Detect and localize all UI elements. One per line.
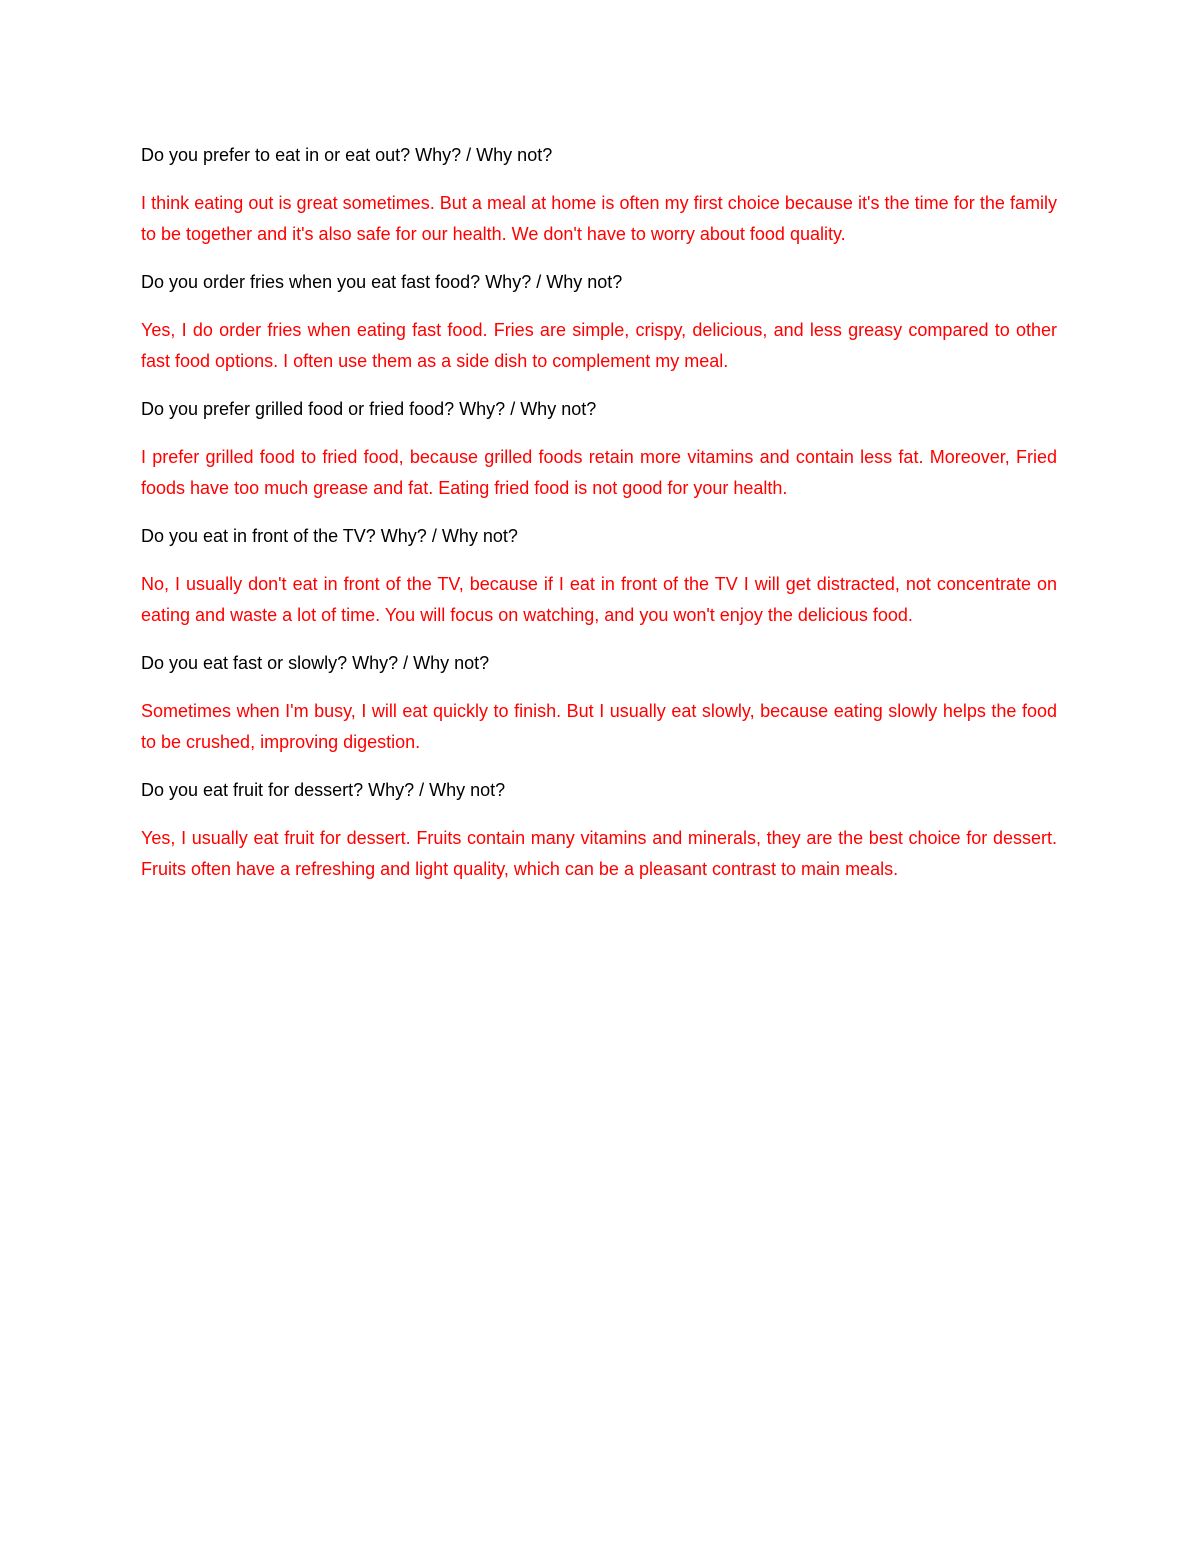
qa-block [141,140,1057,249]
question-text: Do you prefer grilled food or fried food? Why? / Why not? [141,399,597,419]
question-text: Do you order fries when you eat fast food? Why? / Why not? [141,272,623,292]
answer-text: Sometimes when I'm busy, I will eat quickly to finish. But I usually eat slowly, because eating slowly helps the food to be crushed, improving digestion. [141,701,1057,752]
qa-block [141,775,1057,884]
answer-text: I think eating out is great sometimes. But a meal at home is often my first choice because it's the time for the family to be together and it's also safe for our health. We don't have to worry about food quality. [141,193,1057,244]
qa-block [141,267,1057,376]
answer-text: I prefer grilled food to fried food, because grilled foods retain more vitamins and contain less fat. Moreover, Fried foods have too much grease and fat. Eating fried food is not good for your health. [141,447,1057,498]
answer-text: Yes, I do order fries when eating fast food. Fries are simple, crispy, delicious, and less greasy compared to other fast food options. I often use them as a side dish to complement my meal. [141,320,1057,371]
question-text: Do you eat fruit for dessert? Why? / Why not? [141,780,506,800]
answer-text: No, I usually don't eat in front of the TV, because if I eat in front of the TV I will get distracted, not concentrate on eating and waste a lot of time. You will focus on watching, and you won't enjoy the delicious food. [141,574,1057,625]
question-text: Do you prefer to eat in or eat out? Why? / Why not? [141,145,553,165]
document-body [141,140,1057,894]
qa-block [141,648,1057,757]
question-text: Do you eat fast or slowly? Why? / Why not? [141,653,490,673]
qa-block [141,521,1057,630]
question-text: Do you eat in front of the TV? Why? / Why not? [141,526,518,546]
qa-block [141,394,1057,503]
answer-text: Yes, I usually eat fruit for dessert. Fruits contain many vitamins and minerals, they are the best choice for dessert. Fruits often have a refreshing and light quality, which can be a pleasant contrast to main meals. [141,828,1057,879]
